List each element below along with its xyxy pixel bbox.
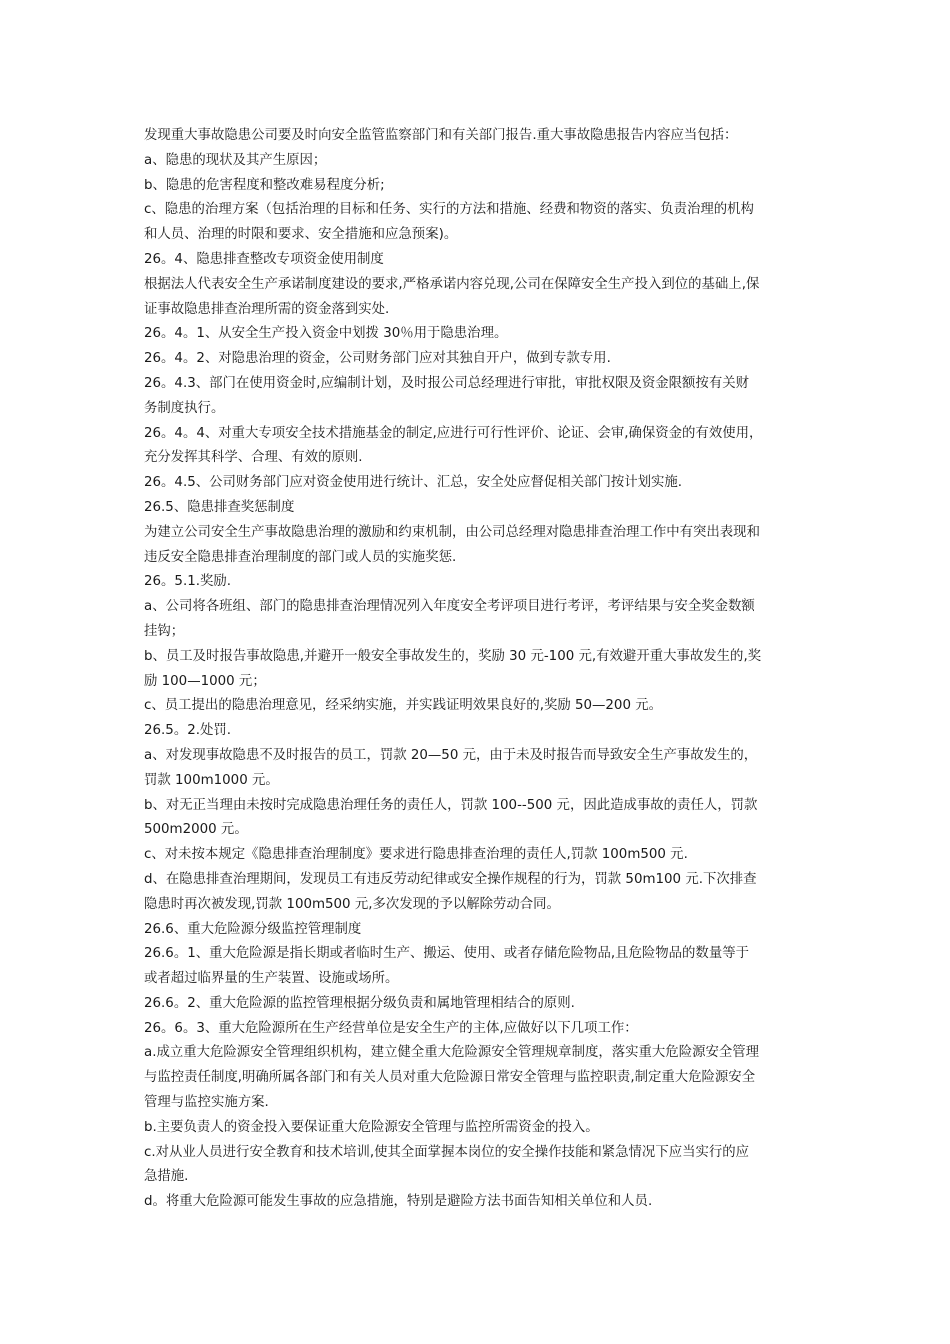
text-line: 26。4、隐患排查整改专项资金使用制度	[144, 251, 384, 267]
text-line: 急措施.	[144, 1169, 189, 1185]
text-line: 违反安全隐患排查治理制度的部门或人员的实施奖惩.	[144, 549, 457, 565]
text-line: 26.6。1、重大危险源是指长期或者临时生产、搬运、使用、或者存储危险物品,且危险物品的数量等于	[144, 946, 749, 962]
text-line: 26。4.3、部门在使用资金时,应编制计划，及时报公司总经理进行审批，审批权限及资金限额按有关财	[144, 375, 749, 391]
text-line: a、公司将各班组、部门的隐患排查治理情况列入年度安全考评项目进行考评，考评结果与安全奖金数额	[144, 599, 755, 615]
text-line: 26。4.5、公司财务部门应对资金使用进行统计、汇总，安全处应督促相关部门按计划实施.	[144, 475, 683, 491]
text-line: c、隐患的治理方案（包括治理的目标和任务、实行的方法和措施、经费和物资的落实、负责治理的机构	[144, 202, 754, 218]
text-line: 26.5、隐患排查奖惩制度	[144, 499, 295, 515]
text-line: 务制度执行。	[144, 400, 225, 416]
text-line: d。将重大危险源可能发生事故的应急措施，特别是避险方法书面告知相关单位和人员.	[144, 1194, 653, 1210]
text-line: 26。4。2、对隐患治理的资金，公司财务部门应对其独自开户，做到专款专用.	[144, 351, 611, 367]
text-line: 证事故隐患排查治理所需的资金落到实处.	[144, 301, 390, 317]
text-line: c.对从业人员进行安全教育和技术培训,使其全面掌握本岗位的安全操作技能和紧急情况下应当实行的应	[144, 1144, 750, 1160]
text-line: b、员工及时报告事故隐患,并避开一般安全事故发生的，奖励 30 元-100 元,有效避开重大事故发生的,奖	[144, 648, 762, 664]
text-line: 26。4。4、对重大专项安全技术措施基金的制定,应进行可行性评价、论证、会审,确保资金的有效使用，	[144, 425, 763, 441]
text-line: 26。6。3、重大危险源所在生产经营单位是安全生产的主体,应做好以下几项工作：	[144, 1020, 638, 1036]
text-line: 与监控责任制度,明确所属各部门和有关人员对重大危险源日常安全管理与监控职责,制定重大危险源安全	[144, 1070, 756, 1086]
text-line: 26.6、重大危险源分级监控管理制度	[144, 921, 362, 937]
text-line: b、隐患的危害程度和整改难易程度分析;	[144, 177, 385, 193]
text-line: 挂钩；	[144, 623, 185, 639]
text-line: 26.6。2、重大危险源的监控管理根据分级负责和属地管理相结合的原则.	[144, 995, 575, 1011]
text-line: a.成立重大危险源安全管理组织机构，建立健全重大危险源安全管理规章制度，落实重大危险源安全管理	[144, 1045, 760, 1061]
text-line: 励 100—1000 元；	[144, 673, 266, 689]
text-line: a、对发现事故隐患不及时报告的员工，罚款 20—50 元，由于未及时报告而导致安全生产事故发生的，	[144, 747, 758, 763]
text-line: 26。4。1、从安全生产投入资金中划拨 30％用于隐患治理。	[144, 326, 508, 342]
document-body	[144, 124, 812, 1215]
text-line: 隐患时再次被发现,罚款 100m500 元,多次发现的予以解除劳动合同。	[144, 896, 560, 912]
text-line: d、在隐患排查治理期间，发现员工有违反劳动纪律或安全操作规程的行为，罚款 50m100 元.下次排查	[144, 871, 757, 887]
text-line: 根据法人代表安全生产承诺制度建设的要求,严格承诺内容兑现,公司在保障安全生产投入到位的基础上,保	[144, 276, 760, 292]
text-line: 管理与监控实施方案.	[144, 1095, 269, 1111]
text-line: 发现重大事故隐患公司要及时向安全监管监察部门和有关部门报告.重大事故隐患报告内容应当包括：	[144, 128, 738, 143]
text-line: 26.5。2.处罚.	[144, 723, 232, 739]
text-line: 或者超过临界量的生产装置、设施或场所。	[144, 971, 399, 987]
text-line: 和人员、治理的时限和要求、安全措施和应急预案)。	[144, 227, 458, 243]
text-line: b.主要负责人的资金投入要保证重大危险源安全管理与监控所需资金的投入。	[144, 1119, 599, 1135]
text-line: 500m2000 元。	[144, 822, 248, 838]
text-line: a、隐患的现状及其产生原因；	[144, 152, 327, 168]
text-line: c、员工提出的隐患治理意见，经采纳实施，并实践证明效果良好的,奖励 50—200 元。	[144, 698, 663, 714]
text-line: b、对无正当理由未按时完成隐患治理任务的责任人，罚款 100--500 元，因此造成事故的责任人，罚款	[144, 797, 758, 813]
text-line: 罚款 100m1000 元。	[144, 772, 279, 788]
text-line: 26。5.1.奖励.	[144, 574, 232, 590]
text-line: 为建立公司安全生产事故隐患治理的激励和约束机制，由公司总经理对隐患排查治理工作中有突出表现和	[144, 524, 760, 540]
text-line: c、对未按本规定《隐患排查治理制度》要求进行隐患排查治理的责任人,罚款 100m500 元.	[144, 847, 688, 863]
text-line: 充分发挥其科学、合理、有效的原则.	[144, 450, 363, 466]
